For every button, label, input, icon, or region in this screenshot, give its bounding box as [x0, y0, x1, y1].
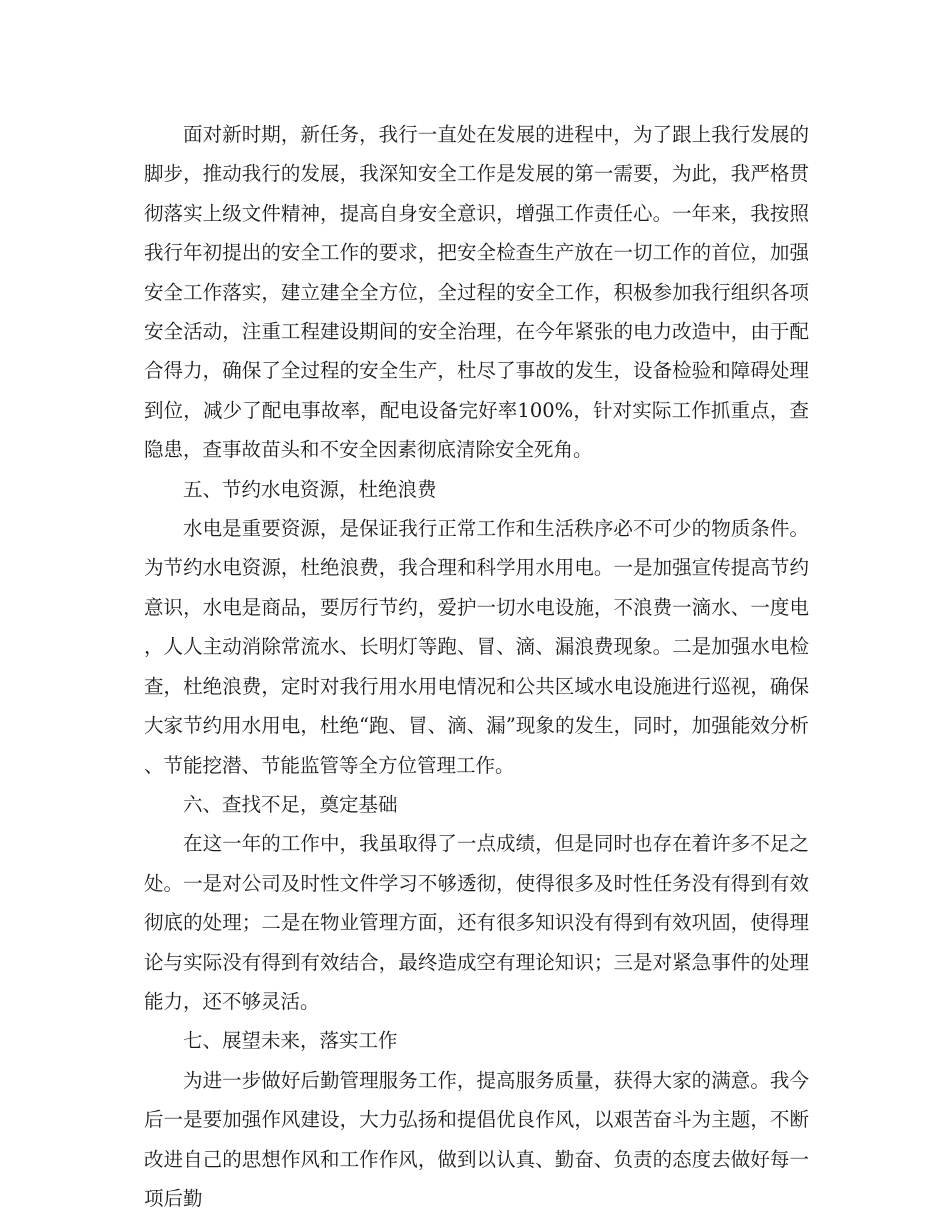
section-heading-6: 六、查找不足，奠定基础 — [183, 792, 398, 816]
paragraph-shortcomings: 在这一年的工作中，我虽取得了一点成绩，但是同时也存在着许多不足之处。一是对公司及时性文件学习不够透彻，使得很多及时性任务没有得到有效彻底的处理；二是在物业管理方面，还有很多知识没有得到有效巩固，使得理论与实际没有得到有效结合，最终造成空有理论知识；三是对紧急事件的处理能力，还不够灵活。 — [144, 832, 809, 1013]
section-heading-7: 七、展望未来，落实工作 — [183, 1029, 398, 1053]
document-body — [144, 115, 809, 1218]
paragraph-water-electricity: 水电是重要资源，是保证我行正常工作和生活秩序必不可少的物质条件。为节约水电资源，杜绝浪费，我合理和科学用水用电。一是加强宣传提高节约意识，水电是商品，要厉行节约，爱护一切水电设施，不浪费一滴水、一度电，人人主动消除常流水、长明灯等跑、冒、滴、漏浪费现象。二是加强水电检查，杜绝浪费，定时对我行用水用电情况和公共区域水电设施进行巡视，确保大家节约用水用电，杜绝“跑、冒、滴、漏”现象的发生，同时，加强能效分析、节能挖潜、节能监管等全方位管理工作。 — [144, 517, 809, 777]
paragraph-future-outlook: 为进一步做好后勤管理服务工作，提高服务质量，获得大家的满意。我今后一是要加强作风建设，大力弘扬和提倡优良作风，以艰苦奋斗为主题，不断改进自己的思想作风和工作作风，做到以认真、勤奋、负责的态度去做好每一项后勤 — [144, 1068, 809, 1210]
paragraph-safety-work: 面对新时期，新任务，我行一直处在发展的进程中，为了跟上我行发展的脚步，推动我行的发展，我深知安全工作是发展的第一需要，为此，我严格贯彻落实上级文件精神，提高自身安全意识，增强工作责任心。一年来，我按照我行年初提出的安全工作的要求，把安全检查生产放在一切工作的首位，加强安全工作落实，建立建全全方位，全过程的安全工作，积极参加我行组织各项安全活动，注重工程建设期间的安全治理，在今年紧张的电力改造中，由于配合得力，确保了全过程的安全生产，杜尽了事故的发生，设备检验和障碍处理到位，减少了配电事故率，配电设备完好率100%，针对实际工作抓重点，查隐患，查事故苗头和不安全因素彻底清除安全死角。 — [144, 123, 809, 462]
section-heading-5: 五、节约水电资源，杜绝浪费 — [183, 477, 437, 501]
